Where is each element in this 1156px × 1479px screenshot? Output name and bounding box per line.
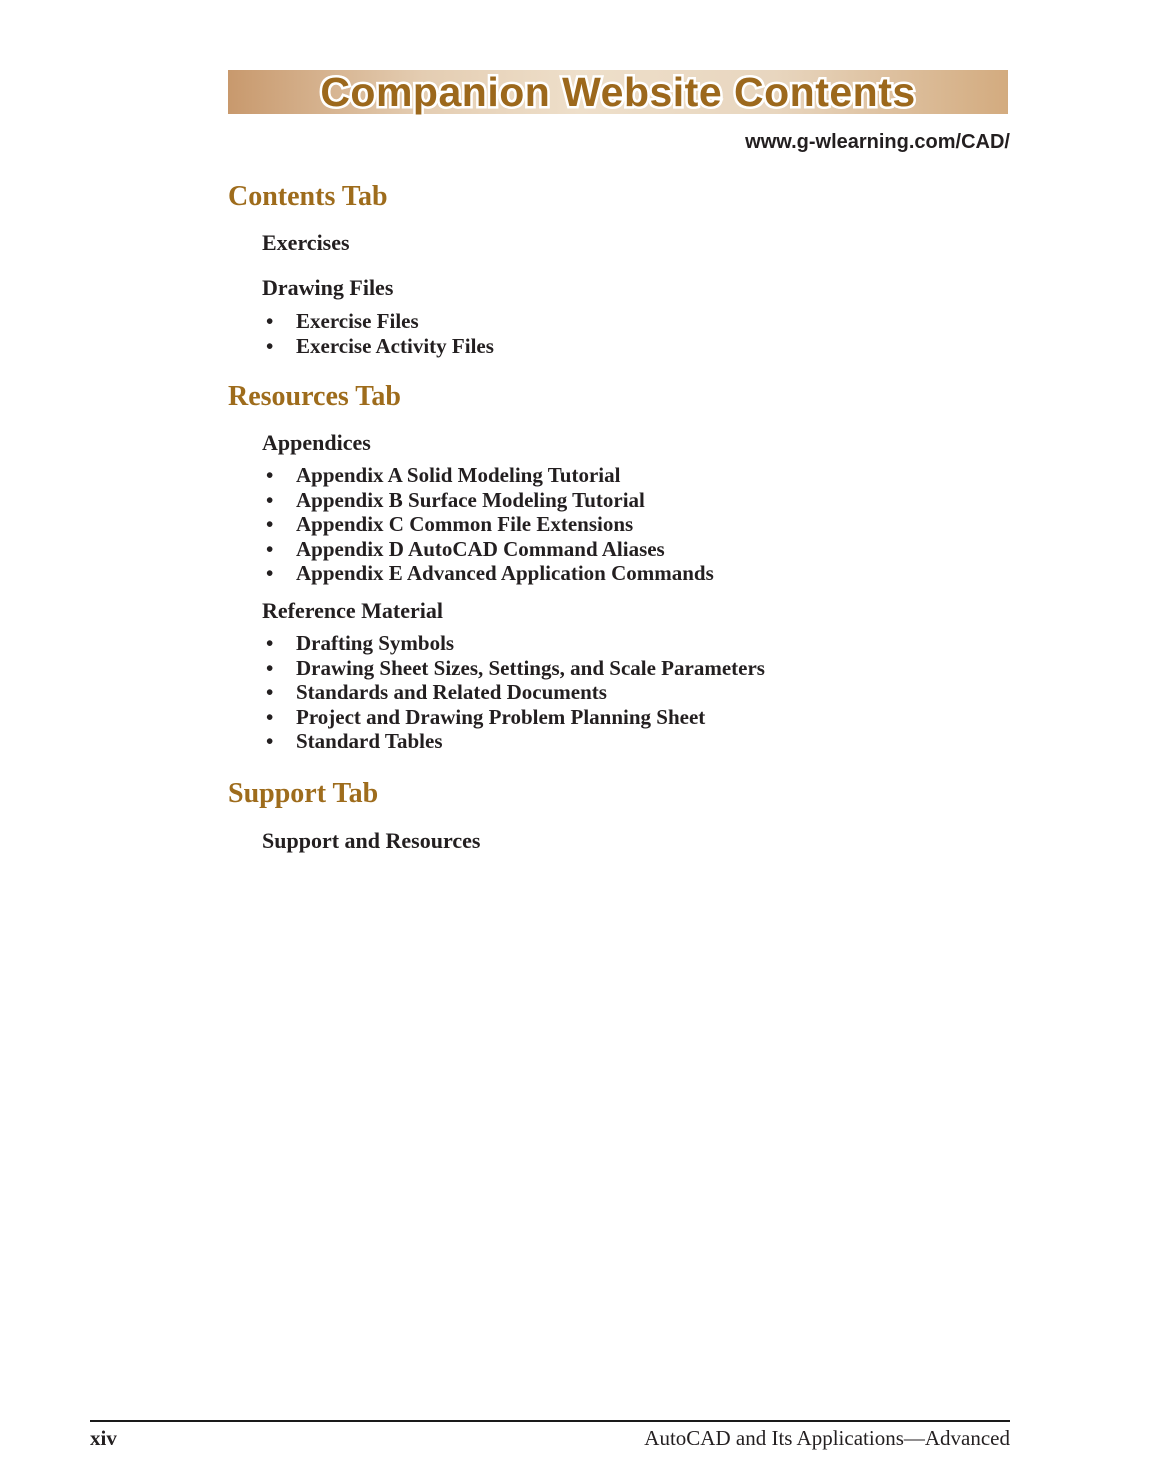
title-banner [228,70,1008,114]
subheading-appendices: Appendices [262,430,371,455]
website-url: www.g-wlearning.com/CAD/ [745,131,1010,153]
list-item: • Project and Drawing Problem Planning Sheet [262,705,765,730]
list-item: • Appendix D AutoCAD Command Aliases [262,537,714,562]
page-number: xiv [90,1426,117,1450]
reference-material-list [262,631,765,754]
drawing-files-list [262,309,494,358]
list-item: • Appendix C Common File Extensions [262,512,714,537]
subheading-exercises: Exercises [262,230,350,255]
section-heading-contents-tab: Contents Tab [228,181,388,212]
list-item: • Appendix A Solid Modeling Tutorial [262,463,714,488]
appendices-list [262,463,714,586]
list-item: • Drawing Sheet Sizes, Settings, and Scale Parameters [262,656,765,681]
list-item: • Standard Tables [262,729,765,754]
section-heading-resources-tab: Resources Tab [228,381,401,412]
subheading-drawing-files: Drawing Files [262,275,394,300]
list-item: • Appendix B Surface Modeling Tutorial [262,488,714,513]
list-item: • Appendix E Advanced Application Commands [262,561,714,586]
page-title: Companion Website Contents [320,68,916,115]
book-title: AutoCAD and Its Applications—Advanced [644,1426,1010,1450]
subheading-reference-material: Reference Material [262,598,443,623]
subheading-support-and-resources: Support and Resources [262,828,481,853]
footer-rule [90,1420,1010,1422]
list-item: • Standards and Related Documents [262,680,765,705]
list-item: • Exercise Files [262,309,494,334]
list-item: • Exercise Activity Files [262,334,494,359]
section-heading-support-tab: Support Tab [228,778,379,809]
list-item: • Drafting Symbols [262,631,765,656]
